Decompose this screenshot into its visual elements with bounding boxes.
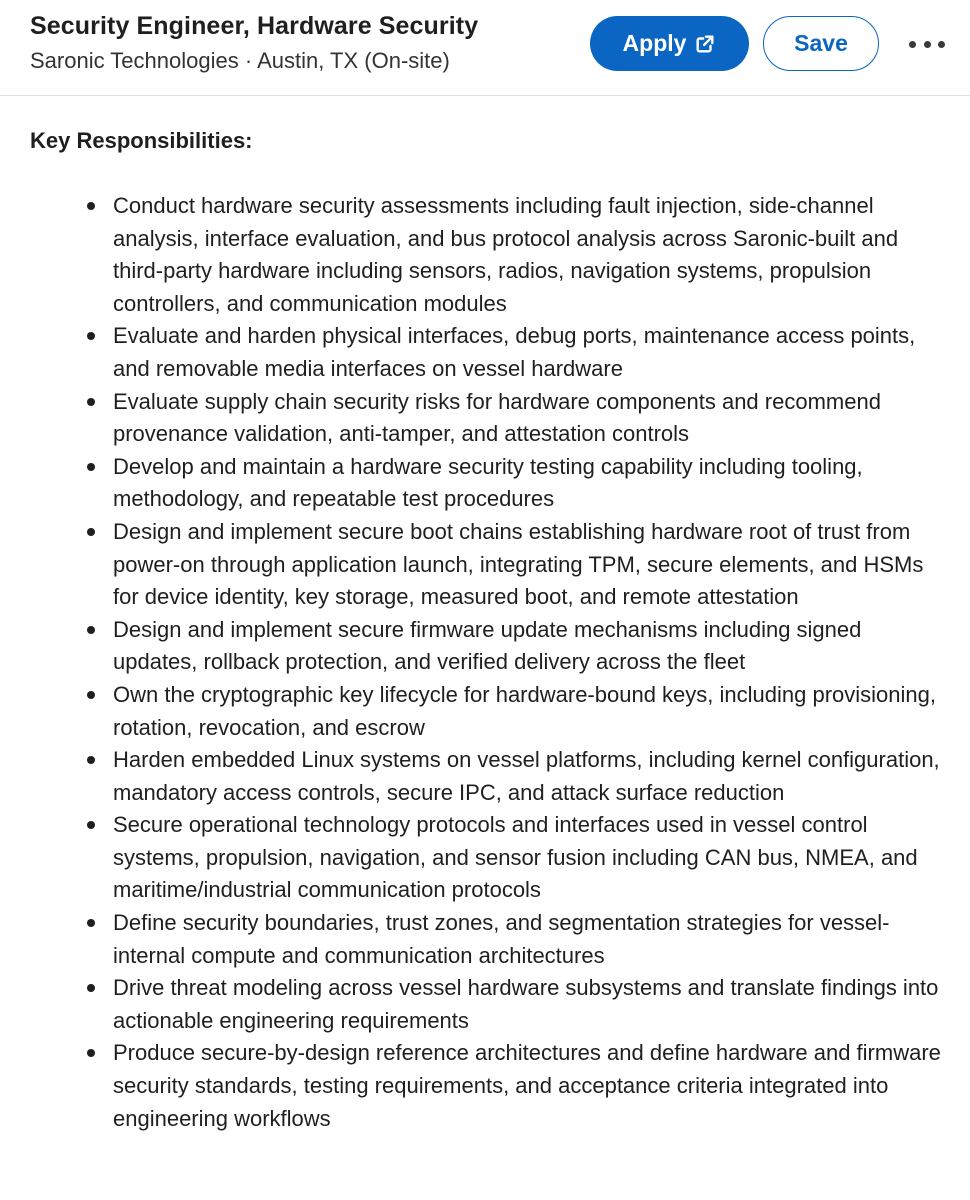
list-item: Drive threat modeling across vessel hardware subsystems and translate findings into actionable engineering requirements bbox=[113, 972, 950, 1037]
more-options-icon[interactable] bbox=[906, 26, 948, 62]
responsibilities-list bbox=[30, 190, 950, 1135]
list-item: Develop and maintain a hardware security testing capability including tooling, methodology, and repeatable test procedures bbox=[113, 451, 950, 516]
job-title: Security Engineer, Hardware Security bbox=[30, 12, 479, 40]
list-item: Produce secure-by-design reference architectures and define hardware and firmware security standards, testing requirements, and acceptance criteria integrated into engineering workflows bbox=[113, 1037, 950, 1135]
section-heading: Key Responsibilities: bbox=[30, 128, 253, 153]
job-company-location: Saronic Technologies · Austin, TX (On-site) bbox=[30, 48, 450, 73]
external-link-icon bbox=[694, 33, 716, 55]
list-item: Secure operational technology protocols and interfaces used in vessel control systems, propulsion, navigation, and sensor fusion including CAN bus, NMEA, and maritime/industrial communication protocols bbox=[113, 809, 950, 907]
list-item: Conduct hardware security assessments including fault injection, side-channel analysis, interface evaluation, and bus protocol analysis across Saronic-built and third-party hardware including sensors, radios, navigation systems, propulsion controllers, and communication modules bbox=[113, 190, 950, 320]
list-item: Design and implement secure firmware update mechanisms including signed updates, rollback protection, and verified delivery across the fleet bbox=[113, 614, 950, 679]
more-dot bbox=[909, 41, 916, 48]
apply-button[interactable] bbox=[590, 16, 749, 71]
save-button[interactable]: Save bbox=[763, 16, 879, 71]
list-item: Evaluate supply chain security risks for hardware components and recommend provenance validation, anti-tamper, and attestation controls bbox=[113, 386, 950, 451]
list-item: Own the cryptographic key lifecycle for hardware-bound keys, including provisioning, rotation, revocation, and escrow bbox=[113, 679, 950, 744]
list-item: Harden embedded Linux systems on vessel platforms, including kernel configuration, mandatory access controls, secure IPC, and attack surface reduction bbox=[113, 744, 950, 809]
list-item: Define security boundaries, trust zones, and segmentation strategies for vessel-internal compute and communication architectures bbox=[113, 907, 950, 972]
more-dot bbox=[938, 41, 945, 48]
job-description bbox=[30, 126, 950, 1135]
list-item: Evaluate and harden physical interfaces, debug ports, maintenance access points, and removable media interfaces on vessel hardware bbox=[113, 320, 950, 385]
more-dot bbox=[924, 41, 931, 48]
list-item: Design and implement secure boot chains establishing hardware root of trust from power-on through application launch, integrating TPM, secure elements, and HSMs for device identity, key storage, measured boot, and remote attestation bbox=[113, 516, 950, 614]
job-header bbox=[0, 0, 970, 96]
apply-button-label: Apply bbox=[622, 30, 687, 56]
